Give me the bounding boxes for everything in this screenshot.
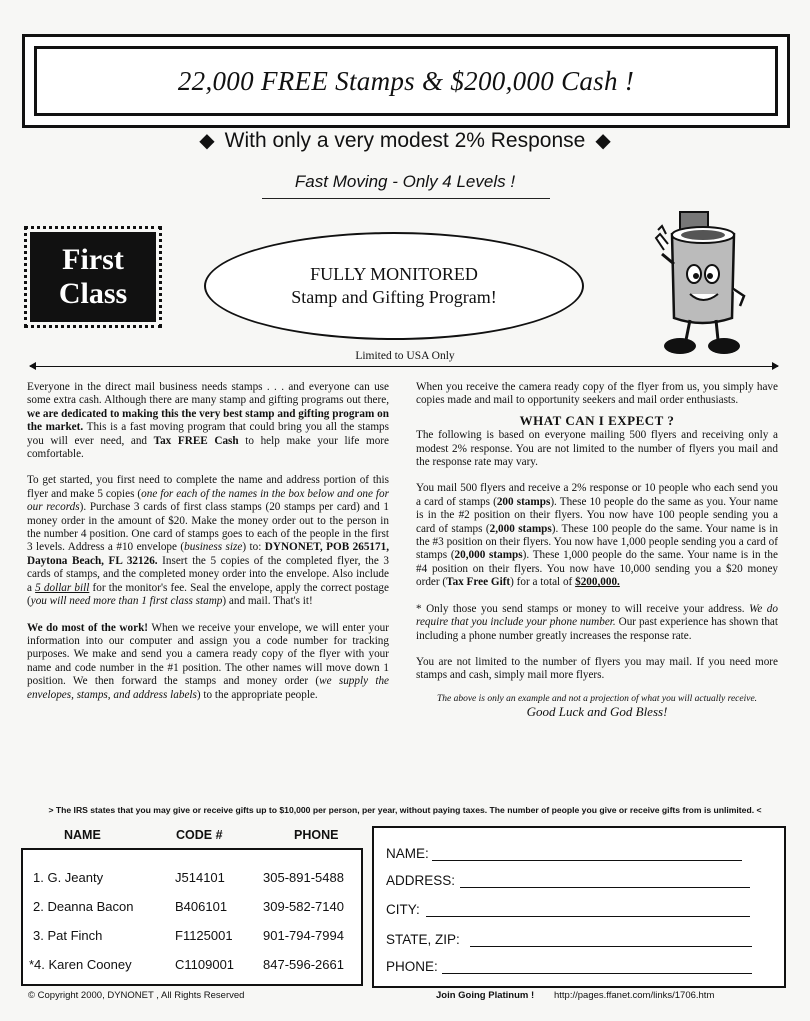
table-row <box>23 899 361 925</box>
name-field-label: NAME: <box>386 846 429 861</box>
row-phone: 309-582-7140 <box>263 899 344 914</box>
row-code: F1125001 <box>175 928 233 943</box>
table-row <box>23 957 361 983</box>
tagline: Fast Moving - Only 4 Levels ! <box>294 172 516 191</box>
name-column-header: NAME <box>64 828 101 842</box>
address-field-label: ADDRESS: <box>386 873 456 888</box>
diamond-icon: ◆ <box>199 130 215 152</box>
row-phone: 901-794-7994 <box>263 928 344 943</box>
stamp-roll-mascot-icon <box>652 208 756 364</box>
header-banner <box>22 34 790 128</box>
double-arrow-divider <box>30 366 778 367</box>
row-name: 1. G. Jeanty <box>33 870 104 885</box>
tagline-underline <box>262 198 550 199</box>
stamp-line-2: Class <box>58 277 128 310</box>
code-column-header: CODE # <box>176 828 223 842</box>
ellipse-line-1: FULLY MONITORED <box>310 264 478 284</box>
expectation-paragraph: The following is based on everyone mailing 500 flyers and receiving only a modest 2% response. You are not limited to the number of flyers you mail and the response rate may vary. <box>416 429 778 469</box>
city-field-label: CITY: <box>386 902 420 917</box>
stamp-line-1: First <box>62 243 124 276</box>
diamond-icon: ◆ <box>595 130 611 152</box>
monitored-ellipse <box>204 232 584 340</box>
join-text: Join Going Platinum ! <box>436 990 535 1001</box>
left-column <box>27 381 389 715</box>
row-phone: 847-596-2661 <box>263 957 344 972</box>
city-field[interactable] <box>426 916 750 917</box>
limited-to-usa-label: Limited to USA Only <box>355 350 455 362</box>
name-field[interactable] <box>432 860 742 861</box>
names-table <box>21 848 363 986</box>
what-can-i-expect-heading: WHAT CAN I EXPECT ? <box>519 412 675 428</box>
banner-title: 22,000 FREE Stamps & $200,000 Cash ! <box>177 65 635 96</box>
row-code: J514101 <box>175 870 225 885</box>
disclaimer-text: The above is only an example and not a projection of what you will actually receive. <box>436 693 758 704</box>
phone-column-header: PHONE <box>294 828 339 842</box>
work-paragraph: We do most of the work! When we receive your envelope, we will enter your information into our computer and assign you a code number for tracking purposes. We make and send you a camera ready copy of the flyer with your name and code number in the #1 position. The other names will move down 1 position. We then forward the stamps and money order (we supply the envelopes, stamps, and address labels) to the appropriate people. <box>27 621 390 701</box>
row-name: *4. Karen Cooney <box>29 957 132 972</box>
header-banner-inner <box>34 46 778 116</box>
camera-ready-paragraph: When you receive the camera ready copy of the flyer from us, you simply have copies made and mail to opportunity seekers and mail order enthusiasts. <box>416 381 778 407</box>
phone-field[interactable] <box>442 973 752 974</box>
example-paragraph: You mail 500 flyers and receive a 2% response or 10 people who each send you a card of stamps (200 stamps). These 10 people do the same as you. Your name is in the #2 position on their flyers. You now have 100 people sending you a card of stamps (2,000 stamps). These 100 people do the same. Your name is in the #3 position on their flyers. You now have 1,000 people sending you a card of stamps (20,000 stamps). These 1,000 people do the same. Your name is in the #4 position on their flyers. You now have 10,000 sending you a $20 money order (Tax Free Gift) for a total of $200,000. <box>416 482 778 589</box>
state-zip-field-label: STATE, ZIP: <box>386 932 460 947</box>
phone-requirement-paragraph: * Only those you send stamps or money to will receive your address. We do require that you include your phone number. Our past experience has shown that including a phone number greatly increases the response rate. <box>416 602 778 642</box>
address-form <box>372 826 786 988</box>
blessing-text: Good Luck and God Bless! <box>526 703 668 719</box>
row-code: B406101 <box>175 899 228 914</box>
url-link[interactable]: http://pages.ffanet.com/links/1706.htm <box>554 990 715 1001</box>
address-field[interactable] <box>460 887 750 888</box>
intro-paragraph: Everyone in the direct mail business needs stamps . . . and everyone can use some extra cash. Although there are many stamp and gifting programs out there, we are dedicated to making this the very best stamp and gifting program on the market. This is a fast moving program that could bring you all the stamps you will ever need, and Tax FREE Cash to help make your life more comfortable. <box>27 381 389 461</box>
copyright-text: © Copyright 2000, DYNONET , All Rights Reserved <box>28 990 245 1001</box>
row-code: C1109001 <box>175 957 235 972</box>
ellipse-line-2: Stamp and Gifting Program! <box>291 287 497 307</box>
instructions-paragraph: To get started, you first need to complete the name and address portion of this flyer and make 5 copies (one for each of the names in the box below and one for our records). Purchase 3 cards of first class stamps (20 stamps per card) and 1 money order in the amount of $20. Make the money order out to the person in the number 4 position. One card of stamps goes to each of the people in the first 3 levels. Address a #10 envelope (business size) to: DYNONET, POB 265171, Daytona Beach, FL 32126. Insert the 5 copies of the completed flyer, the 3 cards of stamps, and the completed money order into the envelope. Also include a 5 dollar bill for the monitor's fee. Seal the envelope, apply the correct postage (you will need more than 1 first class stamp) and mail. That's it! <box>27 474 389 608</box>
phone-field-label: PHONE: <box>386 959 438 974</box>
subtitle-text: With only a very modest 2% Response <box>224 129 586 152</box>
table-row <box>23 928 361 954</box>
table-row <box>23 870 361 896</box>
row-phone: 305-891-5488 <box>263 870 344 885</box>
right-column <box>416 381 778 718</box>
subtitle <box>0 128 810 153</box>
irs-note: > The IRS states that you may give or receive gifts up to $10,000 per person, per year, without paying taxes. The number of people you give or receive gifts from is unlimited. < <box>48 805 762 815</box>
state-zip-field[interactable] <box>470 946 752 947</box>
first-class-stamp <box>30 232 156 322</box>
not-limited-paragraph: You are not limited to the number of flyers you may mail. If you need more stamps and cash, simply mail more flyers. <box>416 655 778 682</box>
row-name: 2. Deanna Bacon <box>33 899 134 914</box>
row-name: 3. Pat Finch <box>33 928 103 943</box>
